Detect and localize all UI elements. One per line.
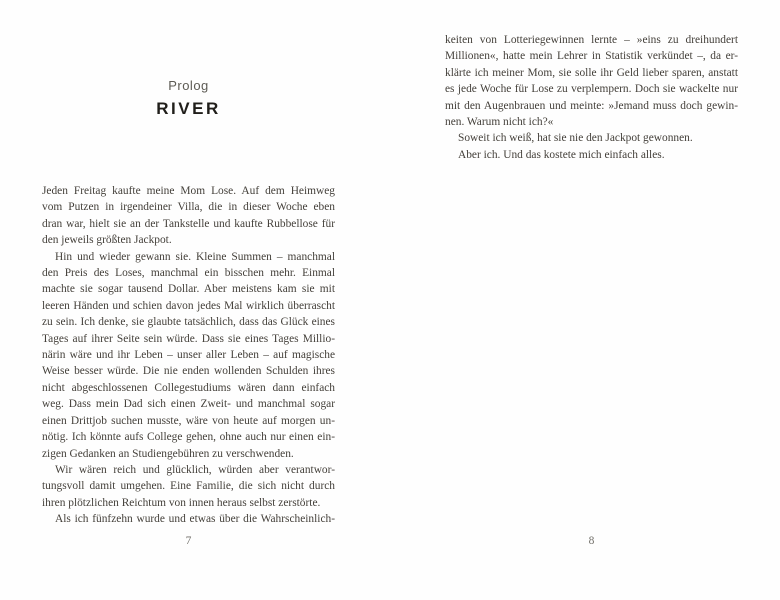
text-line: Soweit ich weiß, hat sie nie den Jackpot gewonnen. [458,132,693,145]
text-line: Aber ich. Und das kostete mich einfach alles. [458,148,665,161]
text-line: machte sie sogar tausend Dollar. Aber meistens kam sie mit [42,283,335,296]
text-line: tungsvoll damit umgehen. Eine Familie, die sich nicht durch [42,480,335,493]
text-line: nicht abgeschlossenen Collegestudiums wären dann einfach [42,381,335,394]
text-line: den Preis des Loses, manchmal ein bisschen mehr. Einmal [42,267,335,280]
page-number-right: 8 [588,535,595,547]
text-line: nötig. Ich könnte aufs College gehen, ohne auch nur einen ein- [42,431,335,444]
text-line: dran war, hielt sie an der Tankstelle und kaufte Rubbellose für [42,217,335,230]
text-line: zigen Gedanken an Studiengebühren zu verschwenden. [42,447,294,460]
page-body-left [42,183,335,528]
book-page-left [42,0,335,600]
text-line: zu sein. Ich denke, sie glaubte tatsächlich, dass das Glück eines [42,316,335,329]
page-body-right [445,32,738,163]
text-line: Weise besser würde. Die nie enden wollenden Schulden ihres [42,365,335,378]
text-line: keiten von Lotteriegewinnen lernte – »eins zu dreihundert [445,34,738,46]
text-line: leeren Händen und schien davon jedes Mal wirklich überrascht [42,299,335,312]
chapter-title: RIVER [156,99,221,118]
text-line: nen. Warum nicht ich?« [445,116,554,129]
text-line: es jede Woche für Lose zu verplempern. Doch sie wackelte nur [445,83,738,96]
text-line: Tages auf ihrer Seite sein würde. Dass sie eines Tages Millio- [42,332,335,345]
text-line: ihren plötzlichen Reichtum von innen heraus selbst zerstörte. [42,496,321,509]
text-line: weg. Dass mein Dad sich einen Zweit- und manchmal sogar [42,398,335,411]
book-page-right [445,0,738,600]
page-number-left: 7 [185,535,192,547]
chapter-label: Prolog [168,78,209,93]
text-line: Als ich fünfzehn wurde und etwas über die Wahrscheinlich- [55,513,335,526]
text-line: Hin und wieder gewann sie. Kleine Summen – manchmal [55,250,335,263]
text-line: einen Drittjob suchen musste, wäre von heute auf morgen un- [42,414,335,427]
text-line: Jeden Freitag kaufte meine Mom Lose. Auf dem Heimweg [42,185,335,197]
text-line: den jeweils größten Jackpot. [42,234,172,247]
text-line: Millionen«, hatte mein Lehrer in Statistik verkündet –, da er- [445,50,738,63]
text-line: klärte ich meiner Mom, sie solle ihr Geld lieber sparen, anstatt [445,66,738,79]
text-line: mit den Augenbrauen und meinte: »Jemand muss doch gewin- [445,99,738,112]
text-line: vom Putzen in irgendeiner Villa, die in dieser Woche eben [42,201,335,214]
text-line: Wir wären reich und glücklich, würden aber verantwor- [55,463,335,476]
text-line: närin wäre und ihr Leben – unser aller Leben – auf magische [42,349,335,362]
